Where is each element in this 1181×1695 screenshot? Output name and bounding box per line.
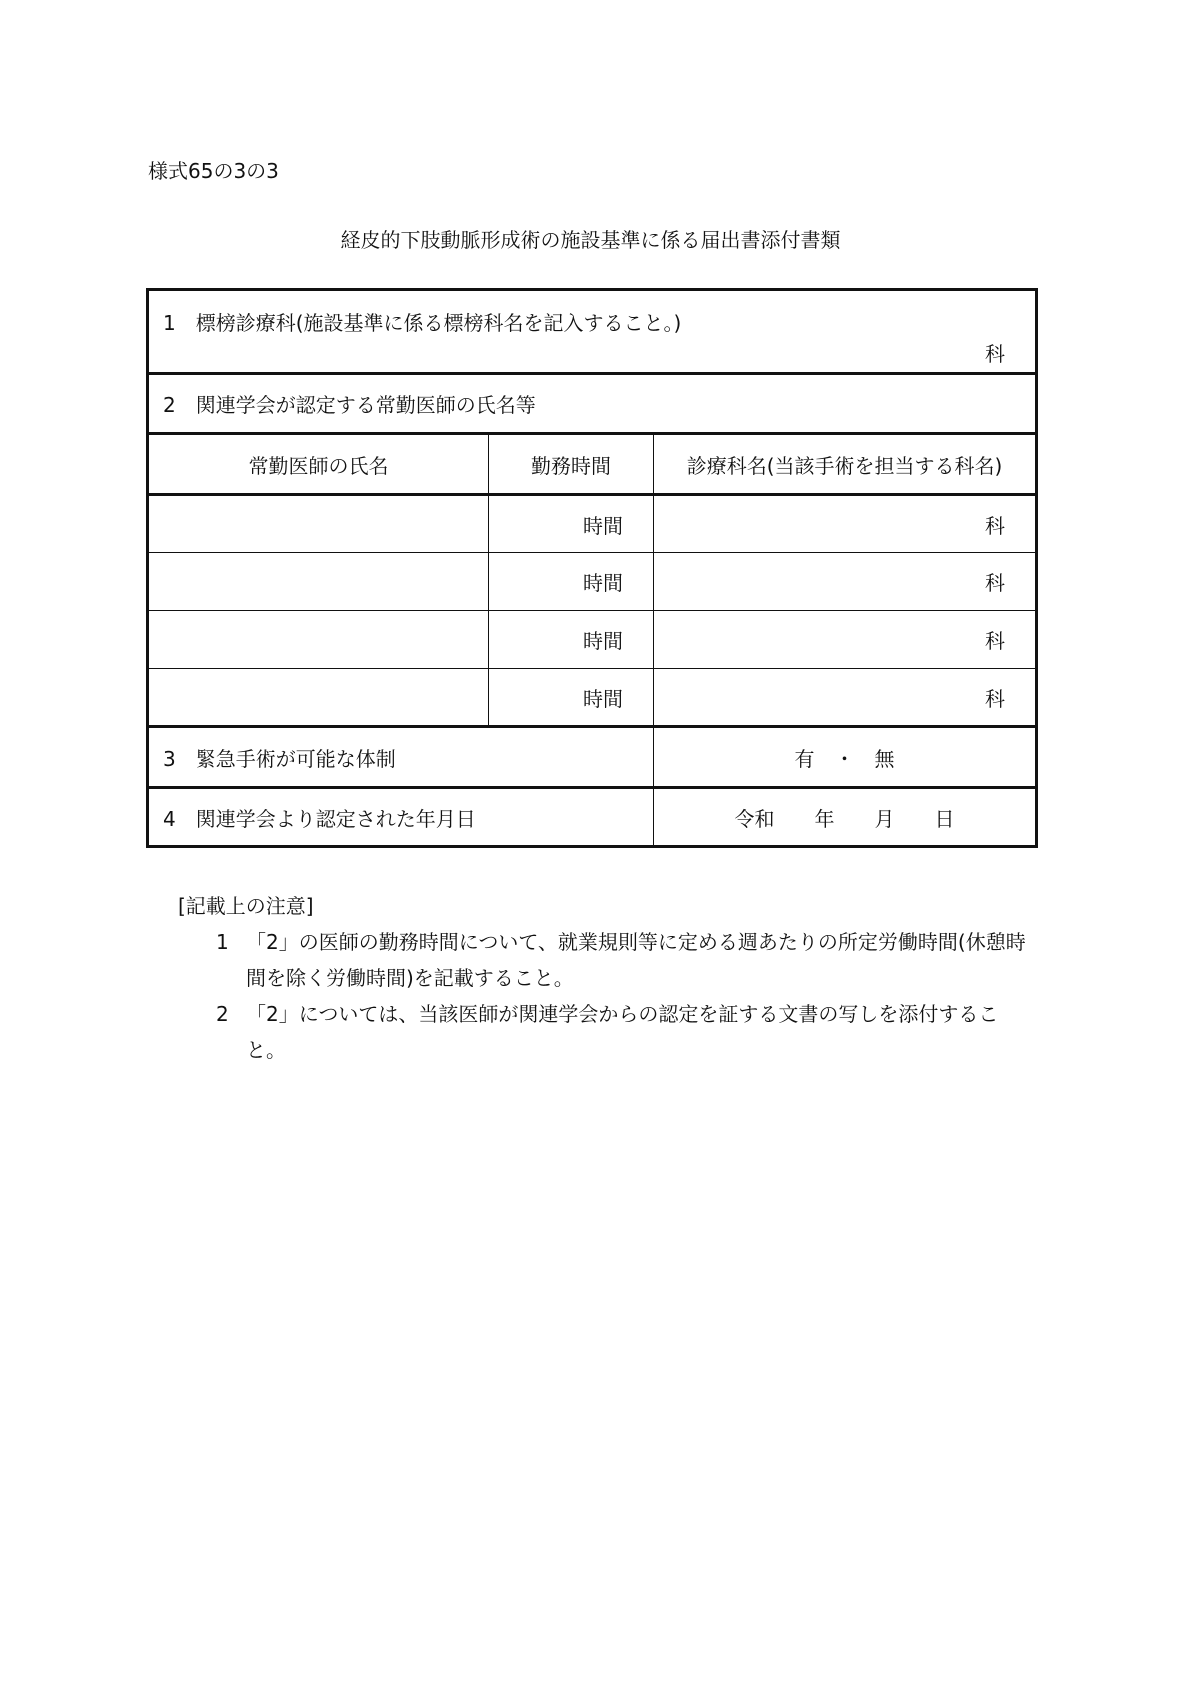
- table-row: [148, 553, 1037, 611]
- section2-label: 2 関連学会が認定する常勤医師の氏名等: [148, 374, 1037, 434]
- note-number: 2: [216, 1002, 229, 1026]
- section4-row: [148, 788, 1037, 847]
- notes-section: [178, 888, 1038, 1068]
- application-table: [146, 288, 1038, 848]
- header-dept: 診療科名(当該手術を担当する科名): [654, 434, 1037, 495]
- document-title: 経皮的下肢動脈形成術の施設基準に係る届出書添付書類: [340, 228, 841, 252]
- dept-field[interactable]: 科: [654, 669, 1037, 727]
- header-hours: 勤務時間: [489, 434, 654, 495]
- dept-field[interactable]: 科: [654, 611, 1037, 669]
- section3-label: 3 緊急手術が可能な体制: [148, 727, 654, 788]
- note-number: 1: [216, 930, 229, 954]
- dept-field[interactable]: 科: [654, 553, 1037, 611]
- section3-row: [148, 727, 1037, 788]
- hours-field[interactable]: 時間: [489, 669, 654, 727]
- emergency-availability-field[interactable]: 有 ・ 無: [654, 727, 1037, 788]
- table-row: [148, 669, 1037, 727]
- table-header-row: [148, 434, 1037, 495]
- hours-field[interactable]: 時間: [489, 553, 654, 611]
- header-name: 常勤医師の氏名: [148, 434, 489, 495]
- dept-field[interactable]: 科: [654, 495, 1037, 553]
- hours-field[interactable]: 時間: [489, 495, 654, 553]
- doctor-name-field[interactable]: [148, 669, 489, 727]
- section4-label: 4 関連学会より認定された年月日: [148, 788, 654, 847]
- doctor-name-field[interactable]: [148, 611, 489, 669]
- note-text: 「2」の医師の勤務時間について、就業規則等に定める週あたりの所定労働時間(休憩時間を除く労働時間)を記載すること。: [246, 930, 1026, 990]
- section1-dept-field[interactable]: 科: [985, 342, 1006, 366]
- note-item: [216, 924, 1038, 996]
- form-number: 様式65の3の3: [148, 159, 279, 183]
- doctor-name-field[interactable]: [148, 495, 489, 553]
- section1-row: [148, 290, 1037, 374]
- note-item: [216, 996, 1038, 1068]
- section1-label: 1 標榜診療科(施設基準に係る標榜科名を記入すること。): [163, 311, 682, 335]
- notes-heading: [記載上の注意]: [178, 894, 314, 918]
- certification-date-field[interactable]: 令和 年 月 日: [654, 788, 1037, 847]
- note-text: 「2」については、当該医師が関連学会からの認定を証する文書の写しを添付すること。: [246, 1002, 999, 1062]
- table-row: [148, 611, 1037, 669]
- doctor-name-field[interactable]: [148, 553, 489, 611]
- hours-field[interactable]: 時間: [489, 611, 654, 669]
- table-row: [148, 495, 1037, 553]
